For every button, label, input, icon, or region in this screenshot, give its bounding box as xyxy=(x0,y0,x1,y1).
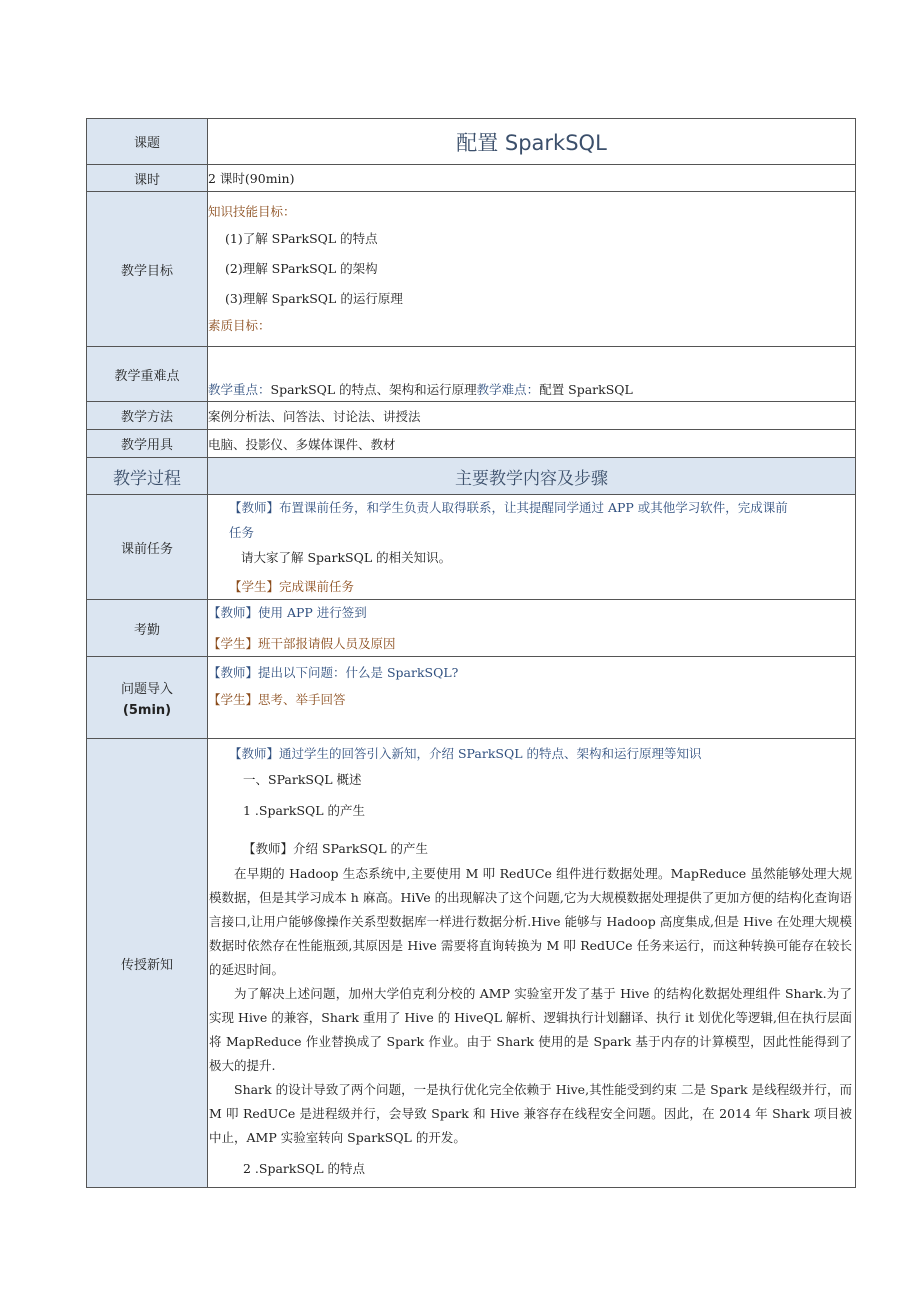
pre-task-request: 请大家了解 SparkSQL 的相关知识。 xyxy=(241,550,452,565)
goals-content xyxy=(208,192,856,347)
pre-task-content xyxy=(208,495,856,600)
topic-title: 配置 SparkSQL xyxy=(208,119,856,165)
intro-label: 问题导入 xyxy=(120,681,173,697)
row-goals xyxy=(87,192,856,347)
difficulty-text: 配置 SparkSQL xyxy=(539,382,633,397)
row-process-header xyxy=(87,458,856,495)
intro-content xyxy=(208,657,856,739)
goal-item: (2)理解 SParkSQL 的架构 xyxy=(225,261,378,276)
nk-paragraph-3: Shark 的设计导致了两个问题，一是执行优化完全依赖于 Hive,其性能受到约束 二是 Spark 是线程级并行，而 M 叩 RedUCe 是进程级并行，会导致 Spark 和 Hive 兼容存在线程安全问题。因此，在 2014 年 Shark 项目被中止，AMP 实验室转向 SparkSQL 的开发。 xyxy=(209,1082,852,1145)
goals-label: 教学目标 xyxy=(87,192,208,347)
pre-task-teacher: 【教师】布置课前任务，和学生负责人取得联系，让其提醒同学通过 APP 或其他学习软件，完成课前 xyxy=(229,500,788,515)
row-hours xyxy=(87,165,856,192)
intro-time: (5min) xyxy=(122,702,172,718)
row-key-points xyxy=(87,347,856,402)
pre-task-label: 课前任务 xyxy=(87,495,208,600)
tools-value: 电脑、投影仪、多媒体课件、教材 xyxy=(208,430,856,458)
key-text: SparkSQL 的特点、架构和运行原理 xyxy=(270,382,477,397)
attendance-content xyxy=(208,600,856,657)
lesson-plan-table xyxy=(86,118,856,1188)
knowledge-heading: 知识技能目标： xyxy=(208,204,296,219)
attendance-student: 【学生】班干部报请假人员及原因 xyxy=(208,636,396,651)
goal-item: (1)了解 SParkSQL 的特点 xyxy=(225,231,378,246)
nk-teacher-intro: 【教师】通过学生的回答引入新知，介绍 SParkSQL 的特点、架构和运行原理等知识 xyxy=(229,746,702,761)
hours-value: 2 课时(90min) xyxy=(208,165,856,192)
row-topic xyxy=(87,119,856,165)
new-knowledge-label: 传授新知 xyxy=(87,739,208,1188)
method-value: 案例分析法、问答法、讨论法、讲授法 xyxy=(208,402,856,430)
key-label: 教学重点： xyxy=(208,382,271,397)
new-knowledge-content xyxy=(208,739,856,1188)
nk-subsection-2: 2 .SparkSQL 的特点 xyxy=(243,1161,366,1176)
content-label: 主要教学内容及步骤 xyxy=(208,458,856,495)
difficulty-label: 教学难点： xyxy=(476,382,540,397)
pre-task-student: 【学生】完成课前任务 xyxy=(229,579,355,594)
nk-section-1: 一、SParkSQL 概述 xyxy=(243,772,362,787)
method-label: 教学方法 xyxy=(87,402,208,430)
attendance-label: 考勤 xyxy=(87,600,208,657)
row-intro xyxy=(87,657,856,739)
quality-heading: 素质目标： xyxy=(208,318,271,333)
row-tools xyxy=(87,430,856,458)
tools-label: 教学用具 xyxy=(87,430,208,458)
hours-label: 课时 xyxy=(87,165,208,192)
intro-label-cell xyxy=(87,657,208,739)
row-method xyxy=(87,402,856,430)
topic-label: 课题 xyxy=(87,119,208,165)
intro-teacher: 【教师】提出以下问题：什么是 SparkSQL? xyxy=(208,665,459,680)
nk-paragraph-1: 在早期的 Hadoop 生态系统中,主要使用 M 叩 RedUCe 组件进行数据处理。MapReduce 虽然能够处理大规模数据，但是其学习成本 h 麻高。HiVe 的出现解决了这个问题,它为大规模数据处理提供了更加方便的结构化查询语言接口,让用户能够像操作关系型数据库一样进行数据分析.Hive 能够与 Hadoop 高度集成,但是 Hive 在处理大规模数据时依然存在性能瓶颈,其原因是 Hive 需要将直询转换为 M 叩 RedUCe 任务来运行，而这种转换可能存在较长的延迟时间。 xyxy=(209,866,852,977)
row-new-knowledge xyxy=(87,739,856,1188)
pre-task-teacher-cont: 任务 xyxy=(229,525,255,540)
key-points-content xyxy=(208,347,856,402)
attendance-teacher: 【教师】使用 APP 进行签到 xyxy=(208,605,367,620)
key-points-label: 教学重难点 xyxy=(87,347,208,402)
goal-item: (3)理解 SparkSQL 的运行原理 xyxy=(225,291,403,306)
nk-paragraph-2: 为了解决上述问题，加州大学伯克利分校的 AMP 实验室开发了基于 Hive 的结构化数据处理组件 Shark.为了实现 Hive 的兼容，Shark 重用了 Hive 的 HiveQL 解析、逻辑执行计划翻译、执行 it 划优化等逻辑,但在执行层面将 MapReduce 作业替换成了 Spark 作业。由于 Shark 使用的是 Spark 基于内存的计算模型，因此性能得到了极大的提升. xyxy=(209,986,852,1073)
row-attendance xyxy=(87,600,856,657)
row-pre-task xyxy=(87,495,856,600)
intro-student: 【学生】思考、举手回答 xyxy=(208,692,346,707)
process-label: 教学过程 xyxy=(87,458,208,495)
nk-subsection-1: 1 .SparkSQL 的产生 xyxy=(243,803,366,818)
nk-teacher-2: 【教师】介绍 SParkSQL 的产生 xyxy=(243,841,428,856)
